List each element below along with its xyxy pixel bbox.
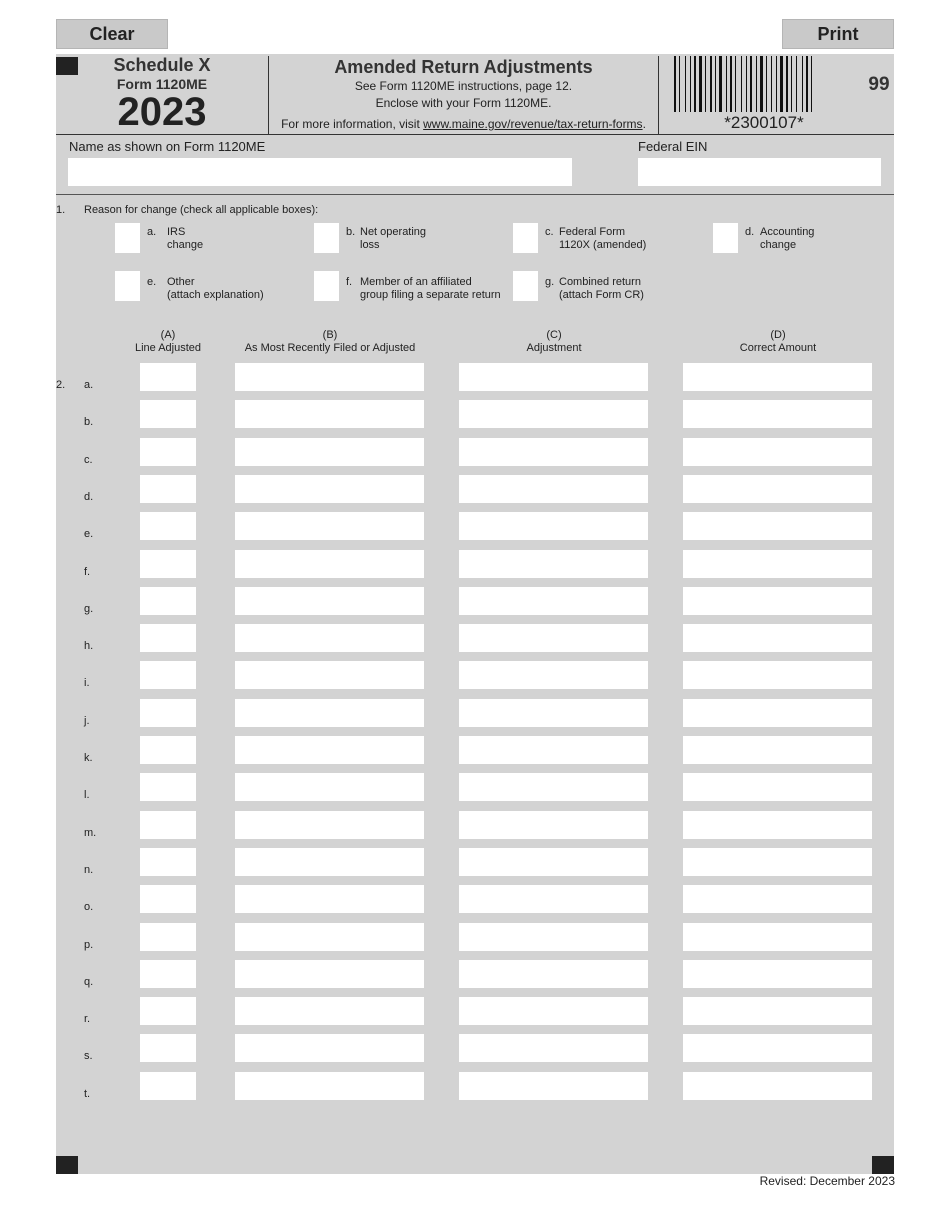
- line-adjusted-input[interactable]: [140, 512, 196, 540]
- row-label: b.: [84, 416, 94, 428]
- barcode-bar: [778, 56, 779, 112]
- row-label: p.: [84, 939, 94, 951]
- column-d-label: Correct Amount: [739, 342, 817, 354]
- reason-c-line1: Federal Form: [559, 226, 626, 238]
- correct-amount-input[interactable]: [683, 885, 872, 913]
- barcode-bar: [737, 56, 740, 112]
- barcode-bar: [730, 56, 732, 112]
- barcode-bar: [694, 56, 696, 112]
- reason-f-line1: Member of an affiliated: [360, 276, 472, 288]
- barcode-bar: [793, 56, 795, 112]
- barcode-bar: [728, 56, 729, 112]
- barcode-bar: [692, 56, 693, 112]
- column-a-header: [120, 329, 216, 355]
- adjustment-input[interactable]: [459, 363, 648, 391]
- column-d-header: [678, 329, 878, 355]
- row-label: o.: [84, 901, 94, 913]
- most-recently-filed-input[interactable]: [235, 997, 424, 1025]
- row-label: i.: [84, 677, 90, 689]
- revenue-website-link[interactable]: www.maine.gov/revenue/tax-return-forms: [423, 117, 643, 131]
- barcode-bar: [703, 56, 704, 112]
- correct-amount-input[interactable]: [683, 475, 872, 503]
- reason-d-letter: d.: [745, 226, 755, 238]
- barcode-bar: [766, 56, 767, 112]
- reason-f-label: [360, 276, 501, 302]
- most-recently-filed-input[interactable]: [235, 1072, 424, 1100]
- correct-amount-input[interactable]: [683, 848, 872, 876]
- column-b-label: As Most Recently Filed or Adjusted: [244, 342, 416, 354]
- line-adjusted-input[interactable]: [140, 960, 196, 988]
- checkbox-irs-change[interactable]: [115, 223, 140, 253]
- reason-c-label: [559, 226, 646, 252]
- federal-ein-input[interactable]: [638, 158, 881, 186]
- reason-label: Reason for change (check all applicable boxes):: [84, 204, 319, 216]
- row-label: r.: [84, 1013, 91, 1025]
- print-button[interactable]: Print: [782, 19, 894, 49]
- line-adjusted-input[interactable]: [140, 848, 196, 876]
- correct-amount-input[interactable]: [683, 438, 872, 466]
- most-recently-filed-input[interactable]: [235, 661, 424, 689]
- clear-button[interactable]: Clear: [56, 19, 168, 49]
- most-recently-filed-input[interactable]: [235, 624, 424, 652]
- row-label: n.: [84, 864, 94, 876]
- barcode-bar: [758, 56, 759, 112]
- line-adjusted-input[interactable]: [140, 736, 196, 764]
- barcode-bar: [705, 56, 706, 112]
- correct-amount-input[interactable]: [683, 923, 872, 951]
- correct-amount-input[interactable]: [683, 550, 872, 578]
- checkbox-federal-1120x[interactable]: [513, 223, 538, 253]
- reason-e-line1: Other: [167, 276, 195, 288]
- barcode-bar: [756, 56, 757, 112]
- most-recently-filed-input[interactable]: [235, 587, 424, 615]
- row-label: c.: [84, 454, 93, 466]
- barcode-bar: [681, 56, 684, 112]
- checkbox-other[interactable]: [115, 271, 140, 301]
- barcode-bar: [710, 56, 712, 112]
- adjustment-input[interactable]: [459, 1034, 648, 1062]
- reason-a-letter: a.: [147, 226, 157, 238]
- barcode: [674, 56, 854, 112]
- row-label: q.: [84, 976, 94, 988]
- reason-d-line2: change: [760, 239, 797, 251]
- line-adjusted-input[interactable]: [140, 773, 196, 801]
- column-d-letter: (D): [770, 329, 786, 341]
- adjustment-input[interactable]: [459, 1072, 648, 1100]
- barcode-bar: [796, 56, 797, 112]
- barcode-bar: [715, 56, 716, 112]
- most-recently-filed-input[interactable]: [235, 848, 424, 876]
- barcode-bar: [809, 56, 810, 112]
- row-label: h.: [84, 640, 94, 652]
- row-label: m.: [84, 827, 97, 839]
- reason-a-line2: change: [167, 239, 204, 251]
- adjustment-input[interactable]: [459, 997, 648, 1025]
- barcode-bar: [679, 56, 680, 112]
- correct-amount-input[interactable]: [683, 1072, 872, 1100]
- reason-e-letter: e.: [147, 276, 157, 288]
- most-recently-filed-input[interactable]: [235, 1034, 424, 1062]
- checkbox-net-operating-loss[interactable]: [314, 223, 339, 253]
- line-adjusted-input[interactable]: [140, 363, 196, 391]
- barcode-number: *2300107*: [724, 113, 804, 132]
- column-a-label: Line Adjusted: [134, 342, 202, 354]
- most-recently-filed-input[interactable]: [235, 885, 424, 913]
- adjustment-input[interactable]: [459, 848, 648, 876]
- barcode-bar: [784, 56, 785, 112]
- row-label: t.: [84, 1088, 91, 1100]
- section-1-number: 1.: [56, 204, 66, 216]
- correct-amount-input[interactable]: [683, 587, 872, 615]
- checkbox-combined-return[interactable]: [513, 271, 538, 301]
- correct-amount-input[interactable]: [683, 512, 872, 540]
- row-label: k.: [84, 752, 93, 764]
- correct-amount-input[interactable]: [683, 773, 872, 801]
- most-recently-filed-input[interactable]: [235, 923, 424, 951]
- correct-amount-input[interactable]: [683, 624, 872, 652]
- checkbox-affiliated-group[interactable]: [314, 271, 339, 301]
- correct-amount-input[interactable]: [683, 699, 872, 727]
- enclose-line: Enclose with your Form 1120ME.: [375, 96, 552, 110]
- reason-e-line2: (attach explanation): [167, 289, 264, 301]
- line-adjusted-input[interactable]: [140, 550, 196, 578]
- column-c-header: [454, 329, 654, 355]
- barcode-bar: [776, 56, 777, 112]
- name-input[interactable]: [68, 158, 572, 186]
- reason-a-label: [167, 226, 203, 252]
- adjustment-input[interactable]: [459, 587, 648, 615]
- adjustment-input[interactable]: [459, 550, 648, 578]
- barcode-bar: [717, 56, 718, 112]
- reason-c-letter: c.: [545, 226, 554, 238]
- adjustment-input[interactable]: [459, 400, 648, 428]
- reason-d-label: [760, 226, 814, 252]
- barcode-bar: [687, 56, 689, 112]
- barcode-bar: [741, 56, 742, 112]
- barcode-bar: [773, 56, 775, 112]
- header-divider-right: [658, 56, 659, 134]
- line-adjusted-input[interactable]: [140, 699, 196, 727]
- most-recently-filed-input[interactable]: [235, 400, 424, 428]
- header-bottom-rule: [56, 134, 894, 135]
- adjustment-input[interactable]: [459, 773, 648, 801]
- adjustment-input[interactable]: [459, 923, 648, 951]
- name-label: Name as shown on Form 1120ME: [69, 139, 266, 154]
- row-label: f.: [84, 566, 91, 578]
- most-recently-filed-input[interactable]: [235, 699, 424, 727]
- correct-amount-input[interactable]: [683, 997, 872, 1025]
- column-c-letter: (C): [546, 329, 562, 341]
- barcode-bar: [699, 56, 702, 112]
- line-adjusted-input[interactable]: [140, 885, 196, 913]
- row-label: a.: [84, 379, 94, 391]
- form-number: Form 1120ME: [116, 76, 208, 92]
- correct-amount-input[interactable]: [683, 1034, 872, 1062]
- adjustment-input[interactable]: [459, 512, 648, 540]
- most-recently-filed-input[interactable]: [235, 550, 424, 578]
- barcode-bar: [750, 56, 752, 112]
- adjustment-input[interactable]: [459, 661, 648, 689]
- barcode-bar: [804, 56, 805, 112]
- reason-g-letter: g.: [545, 276, 555, 288]
- barcode-bar: [743, 56, 745, 112]
- section-2-number: 2.: [56, 379, 66, 391]
- page-code: 99: [868, 74, 890, 95]
- barcode-bar: [726, 56, 727, 112]
- barcode-bar: [707, 56, 709, 112]
- barcode-bar: [733, 56, 734, 112]
- line-adjusted-input[interactable]: [140, 661, 196, 689]
- row-label: g.: [84, 603, 94, 615]
- barcode-bar: [723, 56, 725, 112]
- correct-amount-input[interactable]: [683, 811, 872, 839]
- barcode-bar: [771, 56, 772, 112]
- barcode-bar: [764, 56, 765, 112]
- barcode-bar: [719, 56, 722, 112]
- reason-b-line1: Net operating: [360, 226, 427, 238]
- barcode-bar: [760, 56, 763, 112]
- adjustment-input[interactable]: [459, 438, 648, 466]
- reason-f-letter: f.: [346, 276, 353, 288]
- barcode-bar: [768, 56, 770, 112]
- reason-e-label: [167, 276, 264, 302]
- column-a-letter: (A): [160, 329, 176, 341]
- adjustment-input[interactable]: [459, 624, 648, 652]
- adjustment-input[interactable]: [459, 736, 648, 764]
- most-recently-filed-input[interactable]: [235, 475, 424, 503]
- line-adjusted-input[interactable]: [140, 475, 196, 503]
- line-adjusted-input[interactable]: [140, 438, 196, 466]
- line-adjusted-input[interactable]: [140, 587, 196, 615]
- barcode-bar: [735, 56, 736, 112]
- barcode-bar: [746, 56, 747, 112]
- reason-b-line2: loss: [360, 239, 380, 251]
- fields-bottom-rule: [56, 194, 894, 195]
- most-recently-filed-input[interactable]: [235, 736, 424, 764]
- correct-amount-input[interactable]: [683, 661, 872, 689]
- barcode-bar: [690, 56, 691, 112]
- adjustment-input[interactable]: [459, 960, 648, 988]
- barcode-bar: [748, 56, 749, 112]
- tax-year: 2023: [117, 90, 207, 134]
- column-b-letter: (B): [322, 329, 338, 341]
- more-info-line: [269, 117, 658, 131]
- most-recently-filed-input[interactable]: [235, 811, 424, 839]
- barcode-bar: [674, 56, 676, 112]
- schedule-title: Schedule X: [113, 55, 211, 75]
- barcode-bar: [791, 56, 792, 112]
- instructions-line: See Form 1120ME instructions, page 12.: [354, 79, 573, 93]
- line-adjusted-input[interactable]: [140, 1072, 196, 1100]
- registration-mark-bottom-left: [56, 1156, 78, 1174]
- correct-amount-input[interactable]: [683, 960, 872, 988]
- barcode-bar: [677, 56, 678, 112]
- revised-date: Revised: December 2023: [759, 1174, 895, 1188]
- reason-g-line1: Combined return: [559, 276, 641, 288]
- checkbox-accounting-change[interactable]: [713, 223, 738, 253]
- reason-b-label: [360, 226, 426, 252]
- more-info-prefix: For more information, visit: [281, 117, 424, 131]
- reason-g-line2: (attach Form CR): [559, 289, 644, 301]
- barcode-bar: [697, 56, 698, 112]
- ein-label: Federal EIN: [638, 139, 708, 154]
- line-adjusted-input[interactable]: [140, 400, 196, 428]
- most-recently-filed-input[interactable]: [235, 438, 424, 466]
- most-recently-filed-input[interactable]: [235, 363, 424, 391]
- row-label: e.: [84, 528, 94, 540]
- line-adjusted-input[interactable]: [140, 624, 196, 652]
- barcode-bar: [802, 56, 803, 112]
- reason-g-label: [559, 276, 644, 302]
- registration-mark-bottom-right: [872, 1156, 894, 1174]
- barcode-bar: [713, 56, 714, 112]
- barcode-bar: [813, 56, 815, 112]
- most-recently-filed-input[interactable]: [235, 773, 424, 801]
- form-title: Amended Return Adjustments: [334, 57, 593, 77]
- adjustment-input[interactable]: [459, 811, 648, 839]
- barcode-bar: [798, 56, 801, 112]
- reason-c-line2: 1120X (amended): [559, 239, 647, 251]
- correct-amount-input[interactable]: [683, 736, 872, 764]
- column-c-label: Adjustment: [526, 342, 582, 354]
- barcode-bar: [780, 56, 783, 112]
- reason-b-letter: b.: [346, 226, 356, 238]
- adjustment-input[interactable]: [459, 885, 648, 913]
- row-label: d.: [84, 491, 94, 503]
- adjustment-input[interactable]: [459, 699, 648, 727]
- row-label: s.: [84, 1050, 93, 1062]
- line-adjusted-input[interactable]: [140, 997, 196, 1025]
- barcode-bar: [685, 56, 686, 112]
- column-b-header: [230, 329, 430, 355]
- most-recently-filed-input[interactable]: [235, 960, 424, 988]
- barcode-bar: [786, 56, 788, 112]
- adjustment-input[interactable]: [459, 475, 648, 503]
- barcode-bar: [753, 56, 755, 112]
- reason-a-line1: IRS: [167, 226, 186, 238]
- line-adjusted-input[interactable]: [140, 1034, 196, 1062]
- reason-d-line1: Accounting: [760, 226, 815, 238]
- barcode-bar: [811, 56, 812, 112]
- row-label: l.: [84, 789, 90, 801]
- correct-amount-input[interactable]: [683, 400, 872, 428]
- barcode-bar: [789, 56, 790, 112]
- reason-f-line2: group filing a separate return: [360, 289, 501, 301]
- most-recently-filed-input[interactable]: [235, 512, 424, 540]
- line-adjusted-input[interactable]: [140, 811, 196, 839]
- line-adjusted-input[interactable]: [140, 923, 196, 951]
- correct-amount-input[interactable]: [683, 363, 872, 391]
- more-info-suffix: .: [642, 117, 646, 131]
- row-label: j.: [84, 715, 90, 727]
- barcode-bar: [806, 56, 808, 112]
